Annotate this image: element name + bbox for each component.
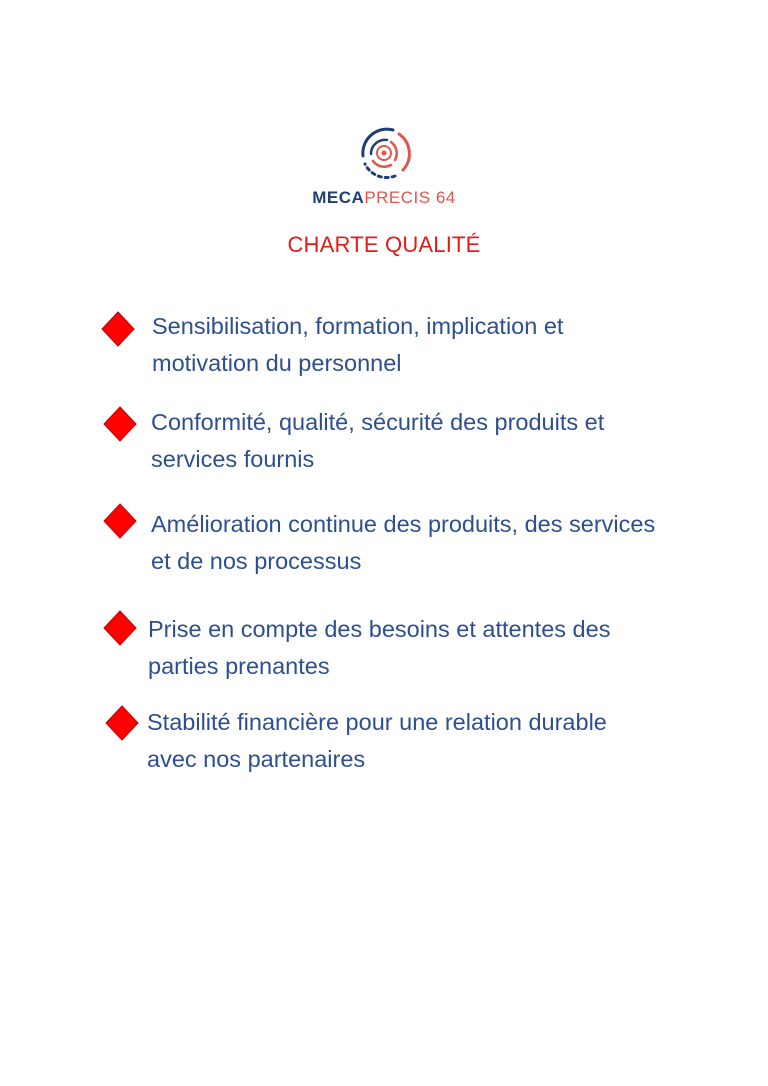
red-diamond-icon bbox=[104, 705, 140, 741]
red-diamond-icon bbox=[102, 406, 138, 442]
logo-name-light: PRECIS 64 bbox=[364, 188, 456, 207]
target-logo-icon bbox=[349, 118, 419, 188]
list-item-line1: Stabilité financière pour une relation durable bbox=[147, 709, 607, 735]
logo-wordmark bbox=[0, 188, 768, 208]
red-diamond-icon bbox=[102, 503, 138, 539]
list-item-line1: Sensibilisation, formation, implication et bbox=[152, 313, 564, 339]
company-logo bbox=[0, 118, 768, 208]
list-item-line1: Conformité, qualité, sécurité des produits et bbox=[151, 409, 605, 435]
list-item-line2: services fournis bbox=[151, 446, 315, 472]
logo-name-bold: MECA bbox=[312, 188, 365, 207]
list-item-line2: avec nos partenaires bbox=[147, 746, 366, 772]
list-item-line1: Amélioration continue des produits, des services bbox=[151, 511, 656, 537]
page-title: CHARTE QUALITÉ bbox=[287, 232, 481, 257]
list-item-line2: et de nos processus bbox=[151, 548, 362, 574]
list-item-line2: motivation du personnel bbox=[152, 350, 402, 376]
list-item-line1: Prise en compte des besoins et attentes des bbox=[148, 616, 611, 642]
red-diamond-icon bbox=[100, 311, 136, 347]
list-item-line2: parties prenantes bbox=[148, 653, 330, 679]
red-diamond-icon bbox=[102, 610, 138, 646]
